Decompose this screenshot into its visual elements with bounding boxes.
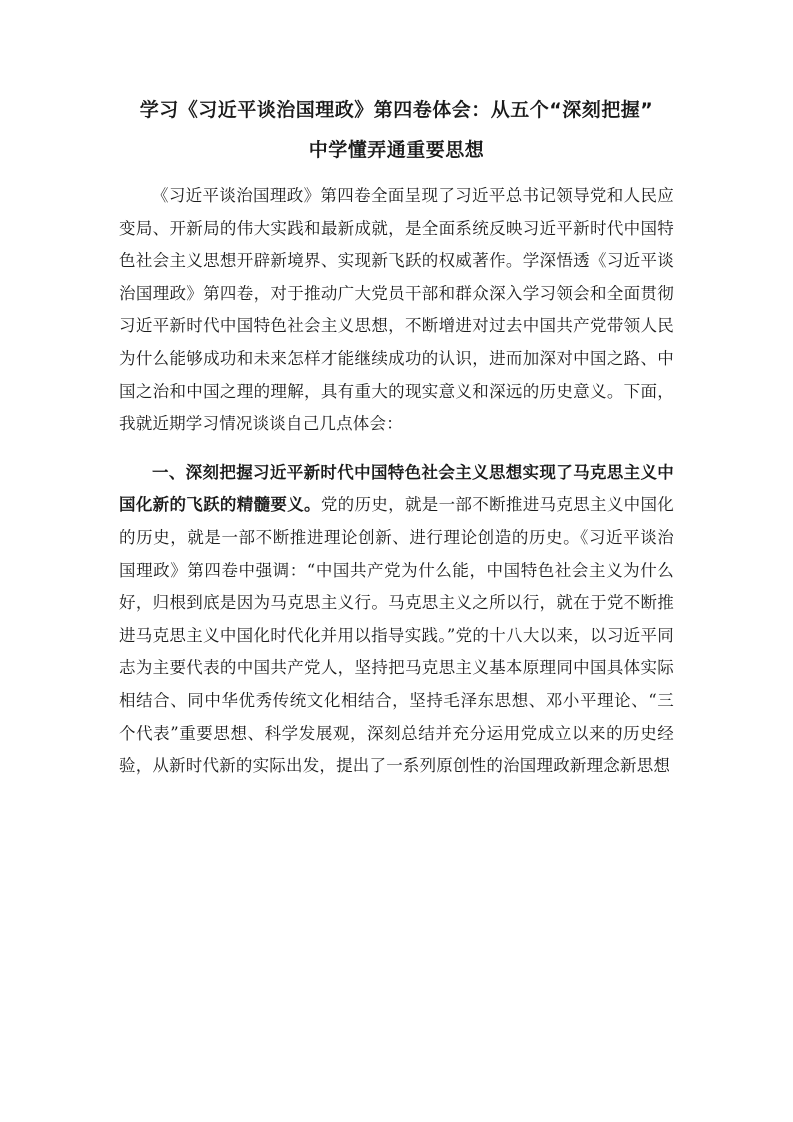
document-title bbox=[119, 90, 674, 170]
section-1-paragraph bbox=[119, 457, 674, 783]
title-line-1: 学习《习近平谈治国理政》第四卷体会：从五个“深刻把握” bbox=[139, 99, 654, 121]
section-1-heading: 一、深刻把握习近平新时代中国特色社会主义思想实现了马克思主义中国化新的飞跃的精髓要义。 bbox=[119, 462, 674, 515]
intro-paragraph: 《习近平谈治国理政》第四卷全面呈现了习近平总书记领导党和人民应变局、开新局的伟大实践和最新成就，是全面系统反映习近平新时代中国特色社会主义思想开辟新境界、实现新飞跃的权威著作。学深悟透《习近平谈治国理政》第四卷，对于推动广大党员干部和群众深入学习领会和全面贯彻习近平新时代中国特色社会主义思想，不断增进对过去中国共产党带领人民为什么能够成功和未来怎样才能继续成功的认识，进而加深对中国之路、中国之治和中国之理的理解，具有重大的现实意义和深远的历史意义。下面，我就近期学习情况谈谈自己几点体会： bbox=[119, 186, 674, 434]
document-body bbox=[119, 90, 674, 783]
title-line-2: 中学懂弄通重要思想 bbox=[308, 139, 485, 161]
section-1-body: 党的历史，就是一部不断推进马克思主义中国化的历史，就是一部不断推进理论创新、进行理论创造的历史。《习近平谈治国理政》第四卷中强调：“中国共产党为什么能，中国特色社会主义为什么好，归根到底是因为马克思主义行。马克思主义之所以行，就在于党不断推进马克思主义中国化时代化并用以指导实践。”党的十八大以来，以习近平同志为主要代表的中国共产党人，坚持把马克思主义基本原理同中国具体实际相结合、同中华优秀传统文化相结合，坚持毛泽东思想、邓小平理论、“三个代表”重要思想、科学发展观，深刻总结并充分运用党成立以来的历史经验，从新时代新的实际出发，提出了一系列原创性的治国理政新理念新思想 bbox=[119, 495, 674, 776]
